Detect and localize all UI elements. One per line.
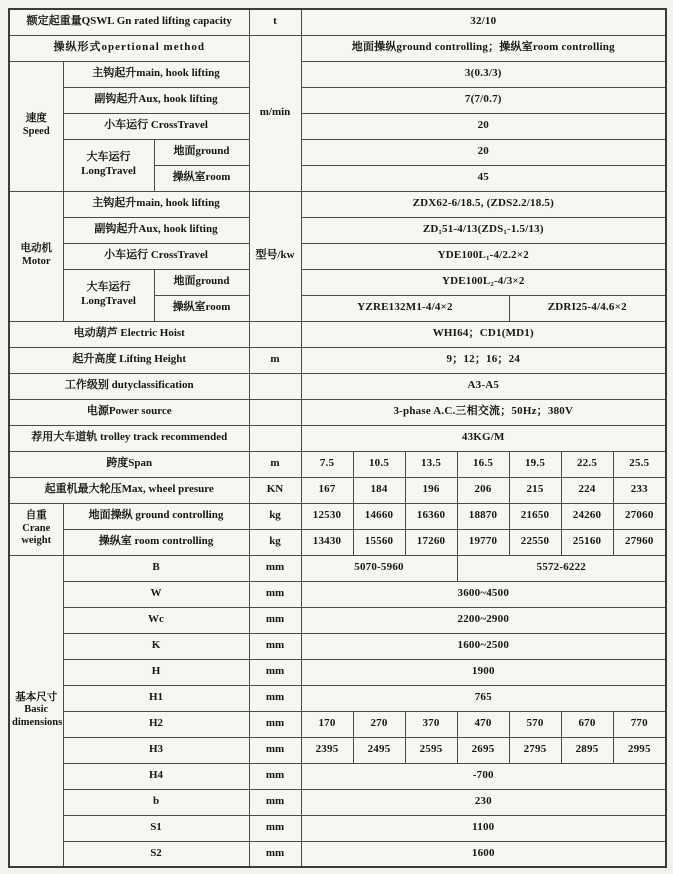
row-span — [9, 451, 666, 477]
dim-H3-unit: mm — [249, 737, 301, 763]
wheel-pressure-label: 起重机最大轮压Max, wheel presure — [9, 477, 249, 503]
weight-ground-value: 14660 — [353, 503, 405, 529]
speed-cross-travel-label: 小车运行 CrossTravel — [63, 113, 249, 139]
dim-S2-unit: mm — [249, 841, 301, 867]
weight-ground-value: 16360 — [405, 503, 457, 529]
electric-hoist-label: 电动葫芦 Electric Hoist — [9, 321, 249, 347]
row-dim-H1 — [9, 685, 666, 711]
dim-H1-value: 765 — [301, 685, 666, 711]
span-value: 25.5 — [613, 451, 666, 477]
electric-hoist-value: WHI64；CD1(MD1) — [301, 321, 666, 347]
row-dim-H4 — [9, 763, 666, 789]
power-source-unit-empty — [249, 399, 301, 425]
dim-K-unit: mm — [249, 633, 301, 659]
speed-ground-label: 地面ground — [154, 139, 249, 165]
section-basic-dimensions: 基本尺寸 Basic dimensions — [9, 555, 63, 867]
weight-room-label: 操纵室 room controlling — [63, 529, 249, 555]
weight-ground-value: 24260 — [561, 503, 613, 529]
row-dim-b — [9, 789, 666, 815]
dim-W-value: 3600~4500 — [301, 581, 666, 607]
span-value: 7.5 — [301, 451, 353, 477]
weight-ground-label: 地面操纵 ground controlling — [63, 503, 249, 529]
motor-aux-hook-value: ZD₁51-4/13(ZDS₁-1.5/13) — [301, 217, 666, 243]
rated-capacity-unit: t — [249, 9, 301, 35]
row-dim-K — [9, 633, 666, 659]
dim-H2-value: 770 — [613, 711, 666, 737]
motor-room-label: 操纵室room — [154, 295, 249, 321]
dim-S2-value: 1600 — [301, 841, 666, 867]
duty-classification-value: A3-A5 — [301, 373, 666, 399]
dim-H2-value: 370 — [405, 711, 457, 737]
dim-H4-label: H4 — [63, 763, 249, 789]
row-motor-aux-hook — [9, 217, 666, 243]
row-electric-hoist — [9, 321, 666, 347]
weight-ground-value: 12530 — [301, 503, 353, 529]
motor-main-hook-value: ZDX62-6/18.5, (ZDS2.2/18.5) — [301, 191, 666, 217]
row-weight-room — [9, 529, 666, 555]
electric-hoist-unit-empty — [249, 321, 301, 347]
dim-H-value: 1900 — [301, 659, 666, 685]
row-speed-long-travel-ground — [9, 139, 666, 165]
wheel-pressure-value: 233 — [613, 477, 666, 503]
wheel-pressure-value: 167 — [301, 477, 353, 503]
weight-room-value: 19770 — [457, 529, 509, 555]
dim-H2-unit: mm — [249, 711, 301, 737]
dim-H2-value: 270 — [353, 711, 405, 737]
wheel-pressure-value: 224 — [561, 477, 613, 503]
speed-room-label: 操纵室room — [154, 165, 249, 191]
wheel-pressure-value: 206 — [457, 477, 509, 503]
weight-room-value: 27960 — [613, 529, 666, 555]
row-motor-main-hook — [9, 191, 666, 217]
row-duty-classification — [9, 373, 666, 399]
duty-classification-label: 工作级别 dutyclassification — [9, 373, 249, 399]
dim-H3-value: 2495 — [353, 737, 405, 763]
dim-H3-value: 2395 — [301, 737, 353, 763]
dim-K-value: 1600~2500 — [301, 633, 666, 659]
speed-main-hook-value: 3(0.3/3) — [301, 61, 666, 87]
row-dim-H3 — [9, 737, 666, 763]
dim-H1-label: H1 — [63, 685, 249, 711]
lifting-height-value: 9；12；16；24 — [301, 347, 666, 373]
row-speed-cross-travel — [9, 113, 666, 139]
dim-H2-value: 670 — [561, 711, 613, 737]
trolley-track-label: 荐用大车道轨 trolley track recommended — [9, 425, 249, 451]
weight-ground-value: 21650 — [509, 503, 561, 529]
lifting-height-unit: m — [249, 347, 301, 373]
speed-room-value: 45 — [301, 165, 666, 191]
row-wheel-pressure — [9, 477, 666, 503]
motor-aux-hook-label: 副钩起升Aux, hook lifting — [63, 217, 249, 243]
dim-H1-unit: mm — [249, 685, 301, 711]
span-unit: m — [249, 451, 301, 477]
weight-ground-value: 18870 — [457, 503, 509, 529]
dim-H2-label: H2 — [63, 711, 249, 737]
weight-room-value: 13430 — [301, 529, 353, 555]
dim-b-label: b — [63, 789, 249, 815]
lifting-height-label: 起升高度 Lifting Height — [9, 347, 249, 373]
duty-classification-unit-empty — [249, 373, 301, 399]
motor-ground-value: YDE100L₂-4/3×2 — [301, 269, 666, 295]
span-label: 跨度Span — [9, 451, 249, 477]
dim-H2-value: 170 — [301, 711, 353, 737]
dim-B-value-right: 5572-6222 — [457, 555, 666, 581]
speed-long-travel-label: 大车运行 LongTravel — [63, 139, 154, 191]
speed-ground-value: 20 — [301, 139, 666, 165]
dim-W-unit: mm — [249, 581, 301, 607]
row-dim-S1 — [9, 815, 666, 841]
dim-H3-value: 2595 — [405, 737, 457, 763]
row-power-source — [9, 399, 666, 425]
power-source-label: 电源Power source — [9, 399, 249, 425]
weight-room-value: 17260 — [405, 529, 457, 555]
trolley-track-value: 43KG/M — [301, 425, 666, 451]
dim-S1-value: 1100 — [301, 815, 666, 841]
section-speed: 速度 Speed — [9, 61, 63, 191]
weight-ground-unit: kg — [249, 503, 301, 529]
operational-method-value: 地面操纵ground controlling；操纵室room controlling — [301, 35, 666, 61]
weight-room-value: 15560 — [353, 529, 405, 555]
dim-b-value: 230 — [301, 789, 666, 815]
motor-ground-label: 地面ground — [154, 269, 249, 295]
dim-H3-value: 2695 — [457, 737, 509, 763]
rated-capacity-value: 32/10 — [301, 9, 666, 35]
dim-W-label: W — [63, 581, 249, 607]
row-lifting-height — [9, 347, 666, 373]
dim-H2-value: 470 — [457, 711, 509, 737]
weight-room-value: 22550 — [509, 529, 561, 555]
rated-capacity-label: 额定起重量QSWL Gn rated lifting capacity — [9, 9, 249, 35]
speed-cross-travel-value: 20 — [301, 113, 666, 139]
span-value: 16.5 — [457, 451, 509, 477]
dim-H4-unit: mm — [249, 763, 301, 789]
dim-Wc-label: Wc — [63, 607, 249, 633]
row-dim-H2 — [9, 711, 666, 737]
section-crane-weight: 自重 Crane weight — [9, 503, 63, 555]
dim-H3-value: 2895 — [561, 737, 613, 763]
weight-room-value: 25160 — [561, 529, 613, 555]
row-motor-long-travel-ground — [9, 269, 666, 295]
motor-unit: 型号/kw — [249, 191, 301, 321]
speed-aux-hook-value: 7(7/0.7) — [301, 87, 666, 113]
span-value: 13.5 — [405, 451, 457, 477]
crane-spec-table — [8, 8, 667, 868]
motor-cross-travel-label: 小车运行 CrossTravel — [63, 243, 249, 269]
dim-H3-value: 2995 — [613, 737, 666, 763]
row-dim-S2 — [9, 841, 666, 867]
row-operational-method — [9, 35, 666, 61]
dim-B-value-left: 5070-5960 — [301, 555, 457, 581]
dim-H2-value: 570 — [509, 711, 561, 737]
dim-B-label: B — [63, 555, 249, 581]
speed-unit: m/min — [249, 35, 301, 191]
operational-method-label: 操纵形式opertional method — [9, 35, 249, 61]
motor-long-travel-label: 大车运行 LongTravel — [63, 269, 154, 321]
dim-Wc-value: 2200~2900 — [301, 607, 666, 633]
span-value: 10.5 — [353, 451, 405, 477]
dim-H4-value: -700 — [301, 763, 666, 789]
wheel-pressure-value: 215 — [509, 477, 561, 503]
span-value: 22.5 — [561, 451, 613, 477]
dim-H-label: H — [63, 659, 249, 685]
row-trolley-track — [9, 425, 666, 451]
dim-H3-label: H3 — [63, 737, 249, 763]
motor-room-value-left: YZRE132M1-4/4×2 — [301, 295, 509, 321]
dim-S1-label: S1 — [63, 815, 249, 841]
row-speed-aux-hook — [9, 87, 666, 113]
row-dim-W — [9, 581, 666, 607]
row-speed-main-hook — [9, 61, 666, 87]
row-rated-capacity — [9, 9, 666, 35]
motor-room-value-right: ZDRI25-4/4.6×2 — [509, 295, 666, 321]
wheel-pressure-unit: KN — [249, 477, 301, 503]
wheel-pressure-value: 196 — [405, 477, 457, 503]
dim-K-label: K — [63, 633, 249, 659]
dim-Wc-unit: mm — [249, 607, 301, 633]
weight-ground-value: 27060 — [613, 503, 666, 529]
power-source-value: 3-phase A.C.三相交流；50Hz；380V — [301, 399, 666, 425]
motor-cross-travel-value: YDE100L₁-4/2.2×2 — [301, 243, 666, 269]
dim-S2-label: S2 — [63, 841, 249, 867]
dim-B-unit: mm — [249, 555, 301, 581]
weight-room-unit: kg — [249, 529, 301, 555]
motor-main-hook-label: 主钩起升main, hook lifting — [63, 191, 249, 217]
section-motor: 电动机 Motor — [9, 191, 63, 321]
span-value: 19.5 — [509, 451, 561, 477]
row-dim-Wc — [9, 607, 666, 633]
dim-S1-unit: mm — [249, 815, 301, 841]
dim-b-unit: mm — [249, 789, 301, 815]
row-dim-H — [9, 659, 666, 685]
row-dim-B — [9, 555, 666, 581]
wheel-pressure-value: 184 — [353, 477, 405, 503]
speed-aux-hook-label: 副钩起升Aux, hook lifting — [63, 87, 249, 113]
dim-H-unit: mm — [249, 659, 301, 685]
speed-main-hook-label: 主钩起升main, hook lifting — [63, 61, 249, 87]
dim-H3-value: 2795 — [509, 737, 561, 763]
row-weight-ground — [9, 503, 666, 529]
trolley-track-unit-empty — [249, 425, 301, 451]
row-motor-cross-travel — [9, 243, 666, 269]
